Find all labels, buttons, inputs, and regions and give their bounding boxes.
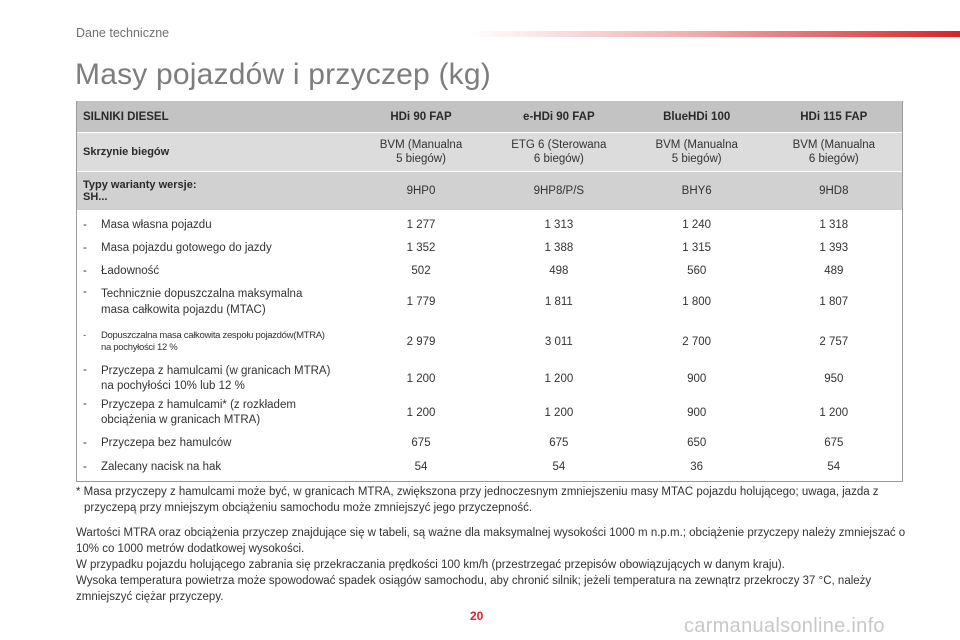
- table-cell: 1 318: [766, 210, 903, 236]
- row-label: - Zalecany nacisk na hak: [77, 455, 353, 482]
- table-cell: 1 393: [766, 236, 903, 259]
- column-header-hdi115: HDi 115 FAP: [766, 101, 903, 133]
- asterisk-footnote: * Masa przyczepy z hamulcami może być, w granicach MTRA, zwiększona przy jednoczesnym zmniejszeniu masy MTAC pojazdu holującego; uwaga, jazda z przyczepą przy mniejszym obciążeniu samochodu może zmniejszyć jego przyczepność.: [76, 486, 879, 514]
- table-cell: 900: [628, 396, 766, 430]
- table-cell: 502: [352, 259, 490, 282]
- page-title: Masy pojazdów i przyczep (kg): [75, 58, 491, 91]
- table-cell: 9HD8: [766, 172, 903, 211]
- table-cell: 54: [766, 455, 903, 482]
- table-cell: 1 811: [490, 282, 628, 322]
- table-cell: 1 315: [628, 236, 766, 259]
- table-cell: 1 200: [352, 362, 490, 396]
- table-row: [77, 236, 903, 259]
- table-cell: 675: [766, 430, 903, 455]
- table-cell: 1 800: [628, 282, 766, 322]
- table-cell: 900: [628, 362, 766, 396]
- table-cell: 2 757: [766, 322, 903, 362]
- footnote-paragraph-altitude: Wartości MTRA oraz obciążenia przyczep znajdujące się w tabeli, są ważne dla maksymalnej wysokości 1000 m n.p.m.; obciążenie przyczepy należy zmniejszać o 10% co 1000 metrów dodatkowej wysokości.: [76, 527, 906, 555]
- table-cell: 9HP0: [352, 172, 490, 211]
- table-row: [77, 282, 903, 322]
- gearbox-label: Skrzynie biegów: [77, 133, 353, 172]
- table-cell: 9HP8/P/S: [490, 172, 628, 211]
- table-cell: 1 240: [628, 210, 766, 236]
- row-label: - Dopuszczalna masa całkowita zespołu pojazdów(MTRA) na pochyłości 12 %: [77, 322, 353, 362]
- table-cell: 54: [352, 455, 490, 482]
- table-row: [77, 396, 903, 430]
- row-label: - Technicznie dopuszczalna maksymalna masa całkowita pojazdu (MTAC): [77, 282, 353, 322]
- table-cell: 2 700: [628, 322, 766, 362]
- table-cell: 1 779: [352, 282, 490, 322]
- section-label: Dane techniczne: [76, 26, 170, 40]
- table-cell: 489: [766, 259, 903, 282]
- table-cell: 54: [490, 455, 628, 482]
- table-row: [77, 362, 903, 396]
- table-cell: 675: [352, 430, 490, 455]
- table-row: [77, 210, 903, 236]
- table-cell: 3 011: [490, 322, 628, 362]
- table-cell: 1 313: [490, 210, 628, 236]
- table-row: [77, 430, 903, 455]
- table-cell: 560: [628, 259, 766, 282]
- row-label: - Ładowność: [77, 259, 353, 282]
- table-cell: BVM (Manualna 6 biegów): [766, 133, 903, 172]
- table-cell: BVM (Manualna 5 biegów): [352, 133, 490, 172]
- footnotes: [76, 484, 906, 605]
- table-cell: BVM (Manualna 5 biegów): [628, 133, 766, 172]
- row-label: - Przyczepa bez hamulców: [77, 430, 353, 455]
- footnote-paragraph-temperature: Wysoka temperatura powietrza może spowodować spadek osiągów samochodu, aby chronić silnik; jeżeli temperatura na zewnątrz przekroczy 37 °C, należy zmniejszyć ciężar przyczepy.: [76, 575, 872, 603]
- gearbox-row: [77, 133, 903, 172]
- weights-table: [76, 101, 903, 482]
- table-row: [77, 322, 903, 362]
- table-cell: 36: [628, 455, 766, 482]
- table-cell: 1 200: [766, 396, 903, 430]
- table-header-row: [77, 101, 903, 133]
- table-cell: 498: [490, 259, 628, 282]
- table-cell: 2 979: [352, 322, 490, 362]
- row-label: - Przyczepa z hamulcami (w granicach MTRA) na pochyłości 10% lub 12 %: [77, 362, 353, 396]
- page-number: 20: [470, 609, 484, 623]
- table-cell: BHY6: [628, 172, 766, 211]
- watermark: carmanualsonline.info: [684, 615, 885, 637]
- column-header-hdi90: HDi 90 FAP: [352, 101, 490, 133]
- column-header-engines: SILNIKI DIESEL: [77, 101, 353, 133]
- table-cell: 650: [628, 430, 766, 455]
- table-cell: 1 277: [352, 210, 490, 236]
- table-cell: 675: [490, 430, 628, 455]
- row-label: - Przyczepa z hamulcami* (z rozkładem obciążenia w granicach MTRA): [77, 396, 353, 430]
- table-cell: 1 200: [352, 396, 490, 430]
- header-accent-rule: [470, 31, 960, 37]
- table-cell: 1 200: [490, 362, 628, 396]
- table-cell: 1 807: [766, 282, 903, 322]
- column-header-bluehdi100: BlueHDi 100: [628, 101, 766, 133]
- types-row: [77, 172, 903, 211]
- column-header-ehdi90: e-HDi 90 FAP: [490, 101, 628, 133]
- table-row: [77, 259, 903, 282]
- footnote-paragraph-speed: W przypadku pojazdu holującego zabrania się przekraczania prędkości 100 km/h (przestrzegać przepisów obowiązujących w danym kraju).: [76, 559, 785, 571]
- table-row: [77, 455, 903, 482]
- table-cell: 1 200: [490, 396, 628, 430]
- table-cell: 950: [766, 362, 903, 396]
- types-label: Typy warianty wersje: SH...: [77, 172, 353, 211]
- table-cell: ETG 6 (Sterowana 6 biegów): [490, 133, 628, 172]
- table-cell: 1 388: [490, 236, 628, 259]
- row-label: - Masa pojazdu gotowego do jazdy: [77, 236, 353, 259]
- row-label: - Masa własna pojazdu: [77, 210, 353, 236]
- table-cell: 1 352: [352, 236, 490, 259]
